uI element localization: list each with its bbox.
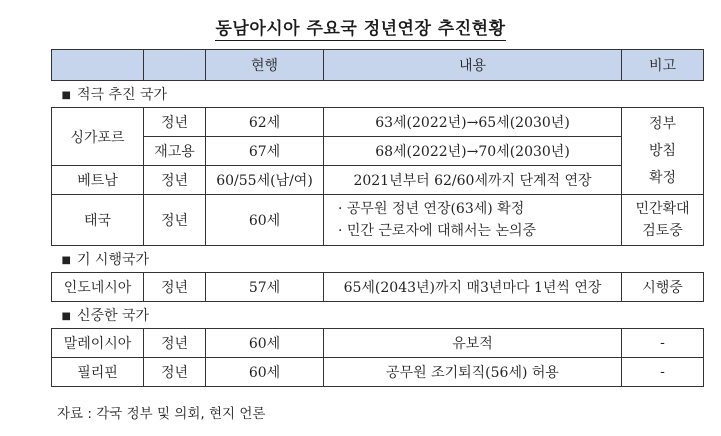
note-line: 검토중	[642, 223, 683, 239]
country-cell: 태국	[52, 195, 144, 246]
section-row-active	[52, 81, 704, 108]
section-label: 기 시행국가	[76, 252, 150, 268]
content-cell: 유보적	[324, 329, 622, 358]
table-row	[52, 273, 704, 302]
header-note: 비고	[622, 50, 704, 81]
type-cell: 정년	[144, 273, 206, 302]
country-cell: 싱가포르	[52, 108, 144, 166]
current-cell: 60세	[206, 195, 324, 246]
table-row	[52, 137, 704, 166]
note-cell: -	[622, 358, 704, 387]
note-cell: 시행중	[622, 273, 704, 302]
note-line: 방침	[648, 142, 677, 159]
country-cell: 인도네시아	[52, 273, 144, 302]
square-bullet-icon: ■	[61, 311, 71, 322]
content-cell: 63세(2022년)→65세(2030년)	[324, 108, 622, 137]
header-current: 현행	[206, 50, 324, 81]
header-content: 내용	[324, 50, 622, 81]
header-blank-1	[52, 50, 144, 81]
note-cell	[622, 195, 704, 246]
table-header-row	[52, 50, 704, 81]
current-cell: 62세	[206, 108, 324, 137]
current-cell: 57세	[206, 273, 324, 302]
note-cell: -	[622, 329, 704, 358]
note-line: 확정	[648, 169, 677, 186]
country-cell: 베트남	[52, 166, 144, 195]
table-row	[52, 358, 704, 387]
table-row	[52, 195, 704, 246]
current-cell: 67세	[206, 137, 324, 166]
country-cell: 말레이시아	[52, 329, 144, 358]
note-line: 민간확대	[635, 201, 690, 217]
current-cell: 60세	[206, 329, 324, 358]
content-cell: 65세(2043년)까지 매3년마다 1년씩 연장	[324, 273, 622, 302]
content-cell	[324, 195, 622, 246]
source-note: 자료 : 각국 정부 및 의회, 현지 언론	[57, 406, 266, 422]
current-cell: 60세	[206, 358, 324, 387]
type-cell: 정년	[144, 166, 206, 195]
type-cell: 정년	[144, 329, 206, 358]
current-cell: 60/55세(남/여)	[206, 166, 324, 195]
header-blank-2	[144, 50, 206, 81]
content-cell: 2021년부터 62/60세까지 단계적 연장	[324, 166, 622, 195]
country-cell: 필리핀	[52, 358, 144, 387]
section-row-implemented	[52, 246, 704, 273]
section-label: 적극 추진 국가	[76, 87, 167, 103]
table-row	[52, 166, 704, 195]
page-title: 동남아시아 주요국 정년연장 추진현황	[215, 19, 506, 39]
section-row-cautious	[52, 302, 704, 329]
content-cell: 68세(2022년)→70세(2030년)	[324, 137, 622, 166]
section-label: 신중한 국가	[76, 308, 150, 324]
note-line: 정부	[648, 115, 677, 132]
type-cell: 정년	[144, 195, 206, 246]
status-table	[51, 49, 704, 387]
type-cell: 정년	[144, 108, 206, 137]
table-row	[52, 329, 704, 358]
note-cell-merged	[622, 108, 704, 195]
content-line: · 공무원 정년 연장(63세) 확정	[338, 201, 525, 217]
square-bullet-icon: ■	[61, 90, 71, 101]
table-row	[52, 108, 704, 137]
content-line: · 민간 근로자에 대해서는 논의중	[338, 223, 537, 239]
type-cell: 정년	[144, 358, 206, 387]
square-bullet-icon: ■	[61, 255, 71, 266]
content-cell: 공무원 조기퇴직(56세) 허용	[324, 358, 622, 387]
type-cell: 재고용	[144, 137, 206, 166]
